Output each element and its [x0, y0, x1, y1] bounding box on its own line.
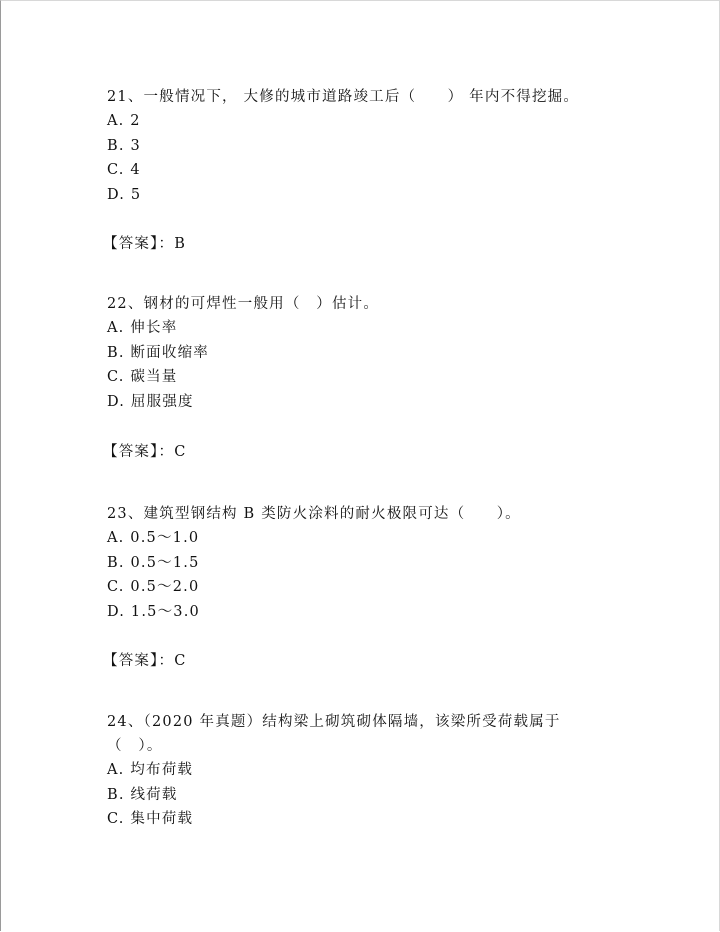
option-d: D. 1.5～3.0 — [107, 603, 200, 620]
question-stem: 21、一般情况下， 大修的城市道路竣工后（ ） 年内不得挖掘。 — [107, 89, 580, 105]
option-b: B. 断面收缩率 — [107, 344, 209, 361]
option-b: B. 0.5～1.5 — [107, 554, 200, 571]
question-stem: 24、（2020 年真题）结构梁上砌筑砌体隔墙，该梁所受荷载属于（ ）。 — [107, 714, 561, 754]
option-d: D. 屈服强度 — [107, 393, 194, 410]
option-c: C. 集中荷载 — [107, 811, 194, 827]
option-d: D. 5 — [107, 186, 142, 203]
question-stem: 22、钢材的可焊性一般用（ ）估计。 — [107, 296, 380, 312]
option-b: B. 线荷载 — [107, 786, 178, 803]
answer-23: 【答案】：C — [103, 653, 187, 669]
answer-21: 【答案】：B — [103, 236, 187, 252]
question-stem: 23、建筑型钢结构 B 类防火涂料的耐火极限可达（ ）。 — [107, 506, 521, 522]
option-a: A. 伸长率 — [107, 320, 178, 336]
question-24 — [107, 710, 607, 832]
question-21 — [107, 85, 607, 207]
option-c: C. 碳当量 — [107, 369, 178, 385]
option-a: A. 2 — [107, 113, 141, 129]
option-c: C. 0.5～2.0 — [107, 579, 200, 595]
option-c: C. 4 — [107, 162, 141, 178]
option-b: B. 3 — [107, 137, 141, 154]
option-a: A. 0.5～1.0 — [107, 530, 200, 546]
question-23 — [107, 502, 607, 624]
question-22 — [107, 292, 607, 414]
option-a: A. 均布荷载 — [107, 762, 194, 778]
answer-22: 【答案】：C — [103, 444, 187, 460]
